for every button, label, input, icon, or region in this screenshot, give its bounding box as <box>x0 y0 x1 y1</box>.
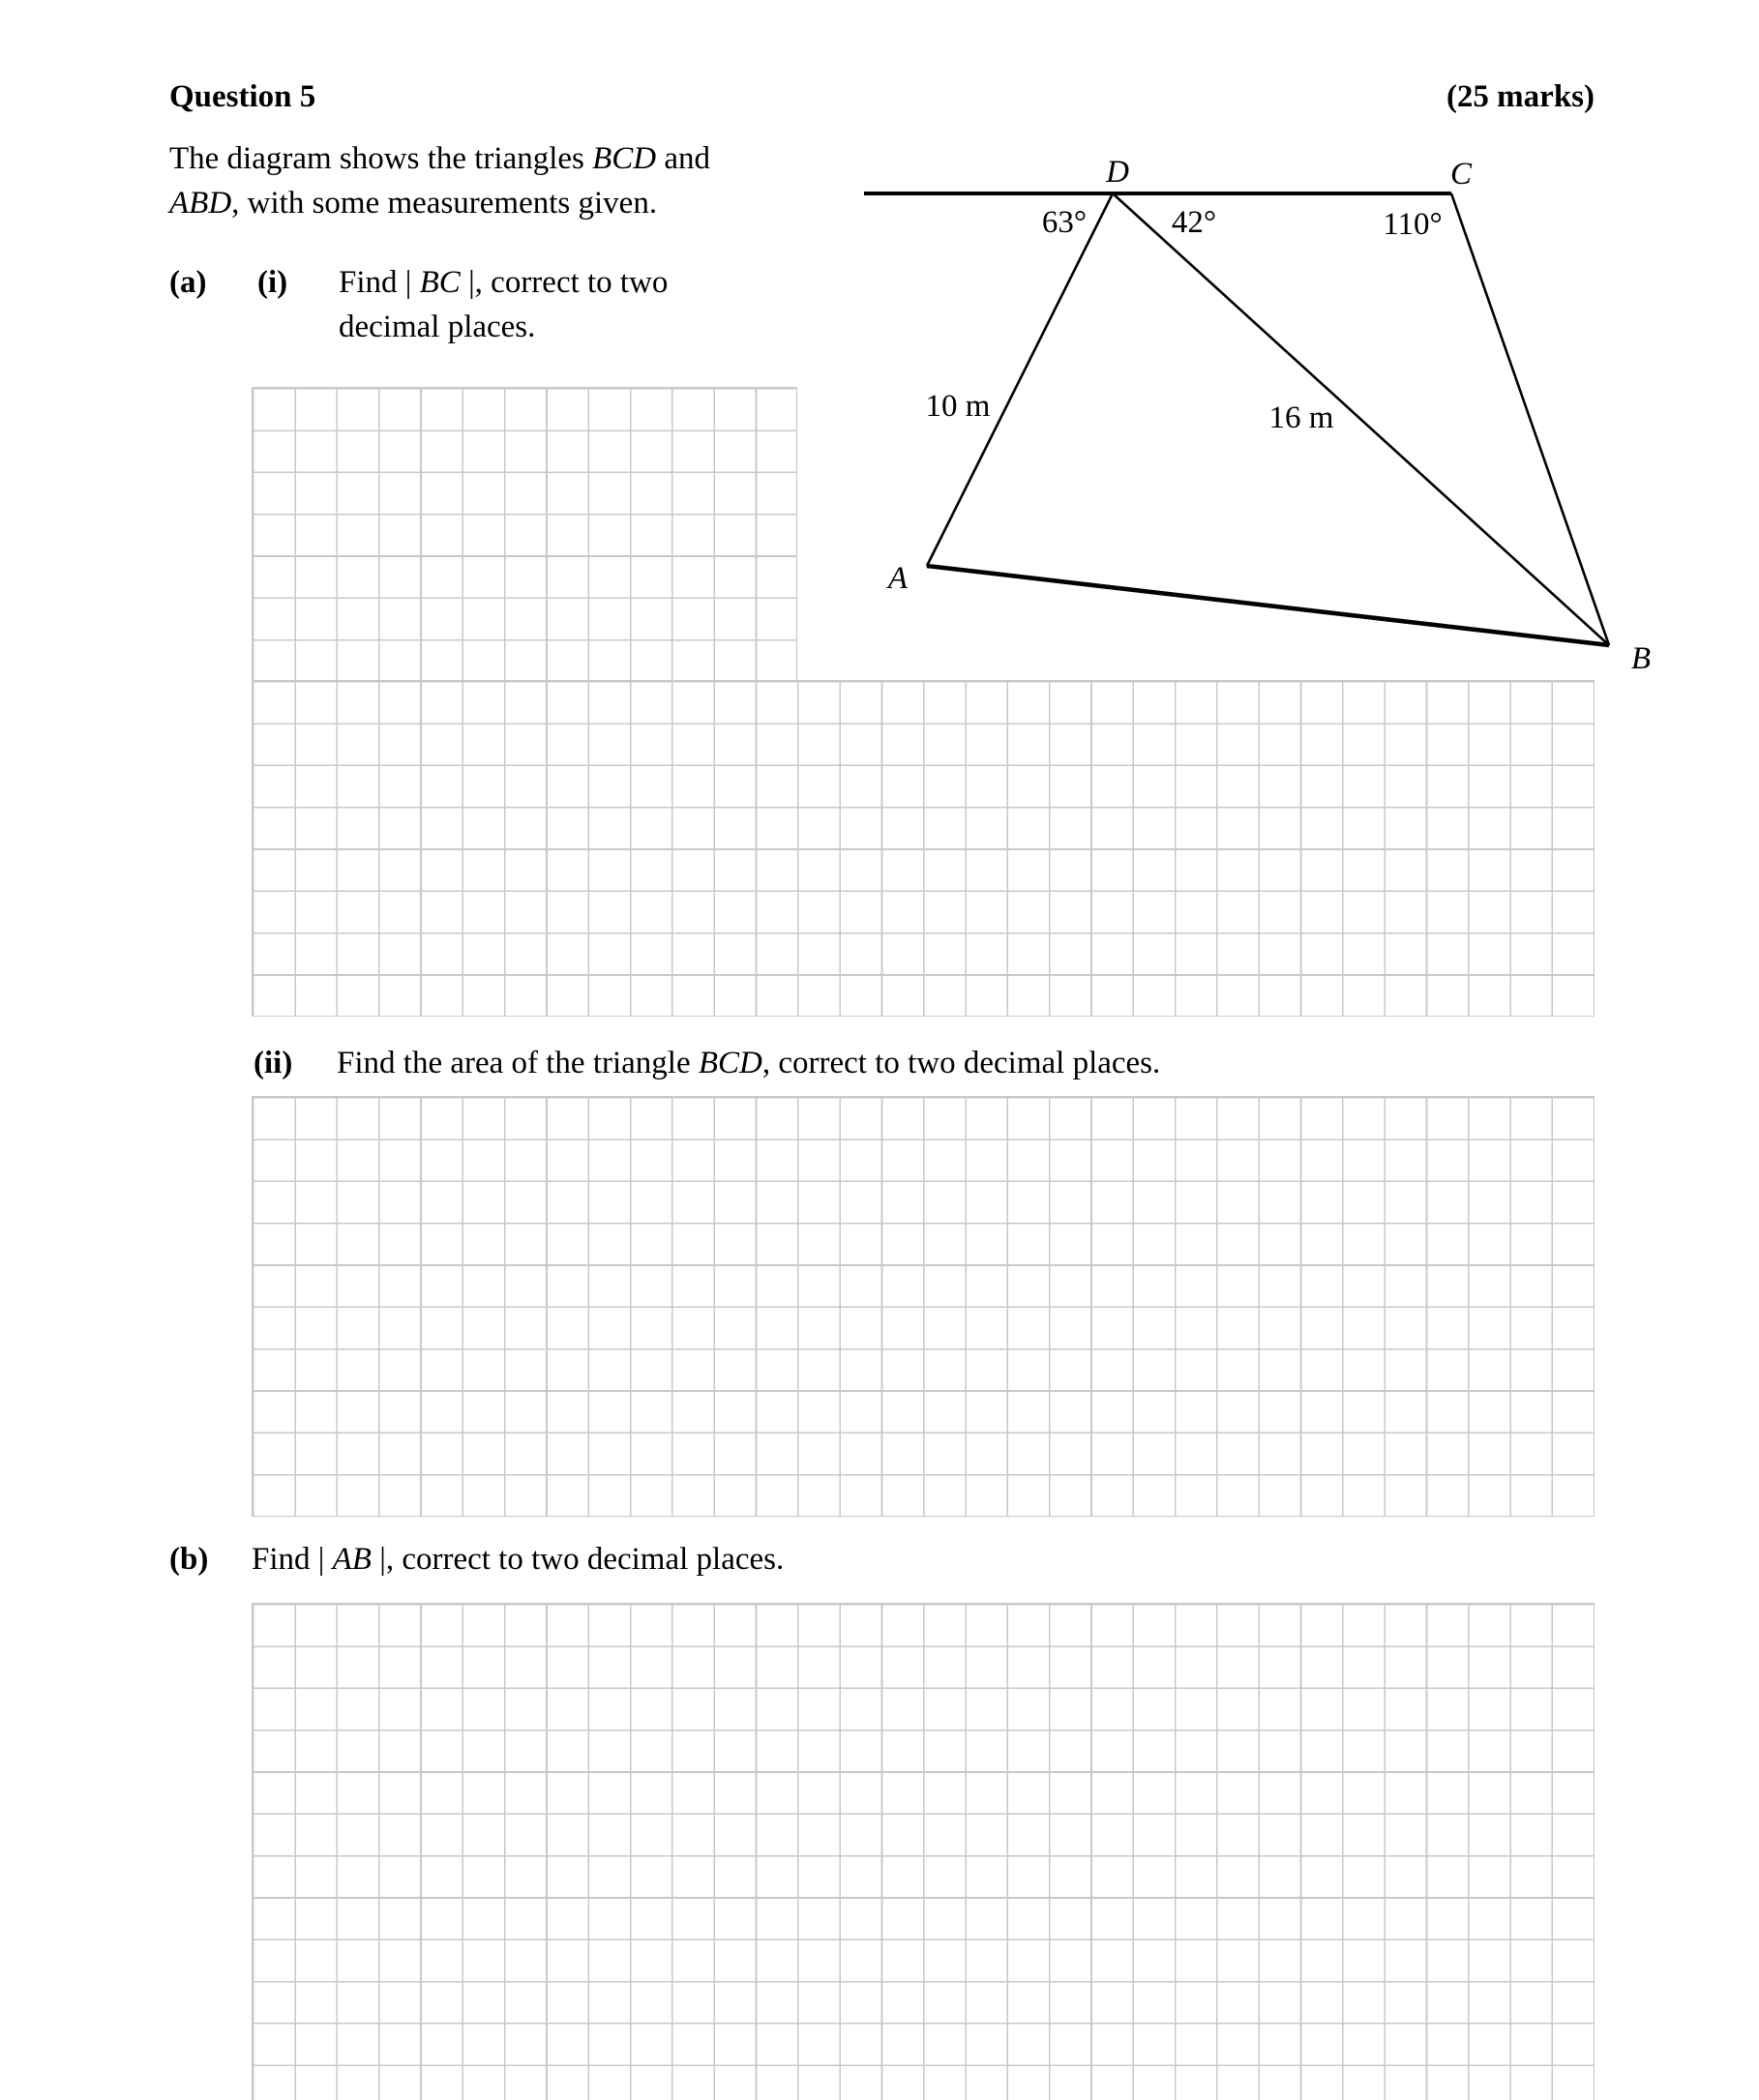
part-a-label: (a) <box>169 265 207 300</box>
question-title: Question 5 <box>169 79 316 114</box>
answer-grid-a-ii <box>252 1096 1595 1517</box>
intro-seg1: The diagram shows the triangles <box>169 141 593 176</box>
prompt-ai-seg1: Find | <box>339 265 420 300</box>
line-cb <box>1451 193 1609 645</box>
part-a-ii-label: (ii) <box>253 1046 293 1080</box>
intro-triangle-bcd: BCD <box>592 141 657 176</box>
prompt-aii-seg1: Find the area of the triangle <box>337 1046 699 1080</box>
angle-label-63: 63° <box>1041 205 1088 240</box>
marks-label: (25 marks) <box>1446 79 1595 114</box>
length-label-ad: 10 m <box>925 389 991 424</box>
vertex-label-c: C <box>1449 157 1473 192</box>
prompt-aii-seg3: , correct to two decimal places. <box>761 1046 1161 1080</box>
intro-seg5: , with some measurements given. <box>231 186 658 221</box>
part-b-prompt <box>252 1537 784 1582</box>
intro-seg3: and <box>656 141 711 176</box>
line-db <box>1113 193 1609 645</box>
vertex-label-b: B <box>1630 641 1652 676</box>
part-a-i-prompt <box>339 260 668 349</box>
vertex-label-a: A <box>887 561 909 596</box>
prompt-ai-line2: decimal places. <box>339 310 536 344</box>
line-ab <box>927 566 1609 645</box>
answer-grid-a-i-upper <box>252 387 797 681</box>
answer-grid-b <box>252 1603 1595 2100</box>
prompt-b-seg3: |, correct to two decimal places. <box>371 1542 785 1577</box>
angle-label-110: 110° <box>1383 207 1443 242</box>
vertex-label-d: D <box>1106 155 1129 190</box>
prompt-ai-seg3: |, correct to two <box>460 265 669 300</box>
part-b-label: (b) <box>169 1542 209 1577</box>
prompt-ai-bc: BC <box>419 265 461 300</box>
answer-grid-a-i-lower <box>252 680 1595 1017</box>
prompt-aii-bcd: BCD <box>698 1046 762 1080</box>
part-a-ii-prompt <box>337 1041 1160 1085</box>
intro-text <box>169 136 710 225</box>
prompt-b-seg1: Find | <box>252 1542 333 1577</box>
intro-triangle-abd: ABD <box>169 186 232 221</box>
triangle-diagram <box>832 145 1713 687</box>
line-da <box>927 193 1113 566</box>
length-label-db: 16 m <box>1268 400 1334 435</box>
prompt-b-ab: AB <box>332 1542 372 1577</box>
part-a-i-label: (i) <box>257 265 288 300</box>
angle-label-42: 42° <box>1171 205 1217 240</box>
